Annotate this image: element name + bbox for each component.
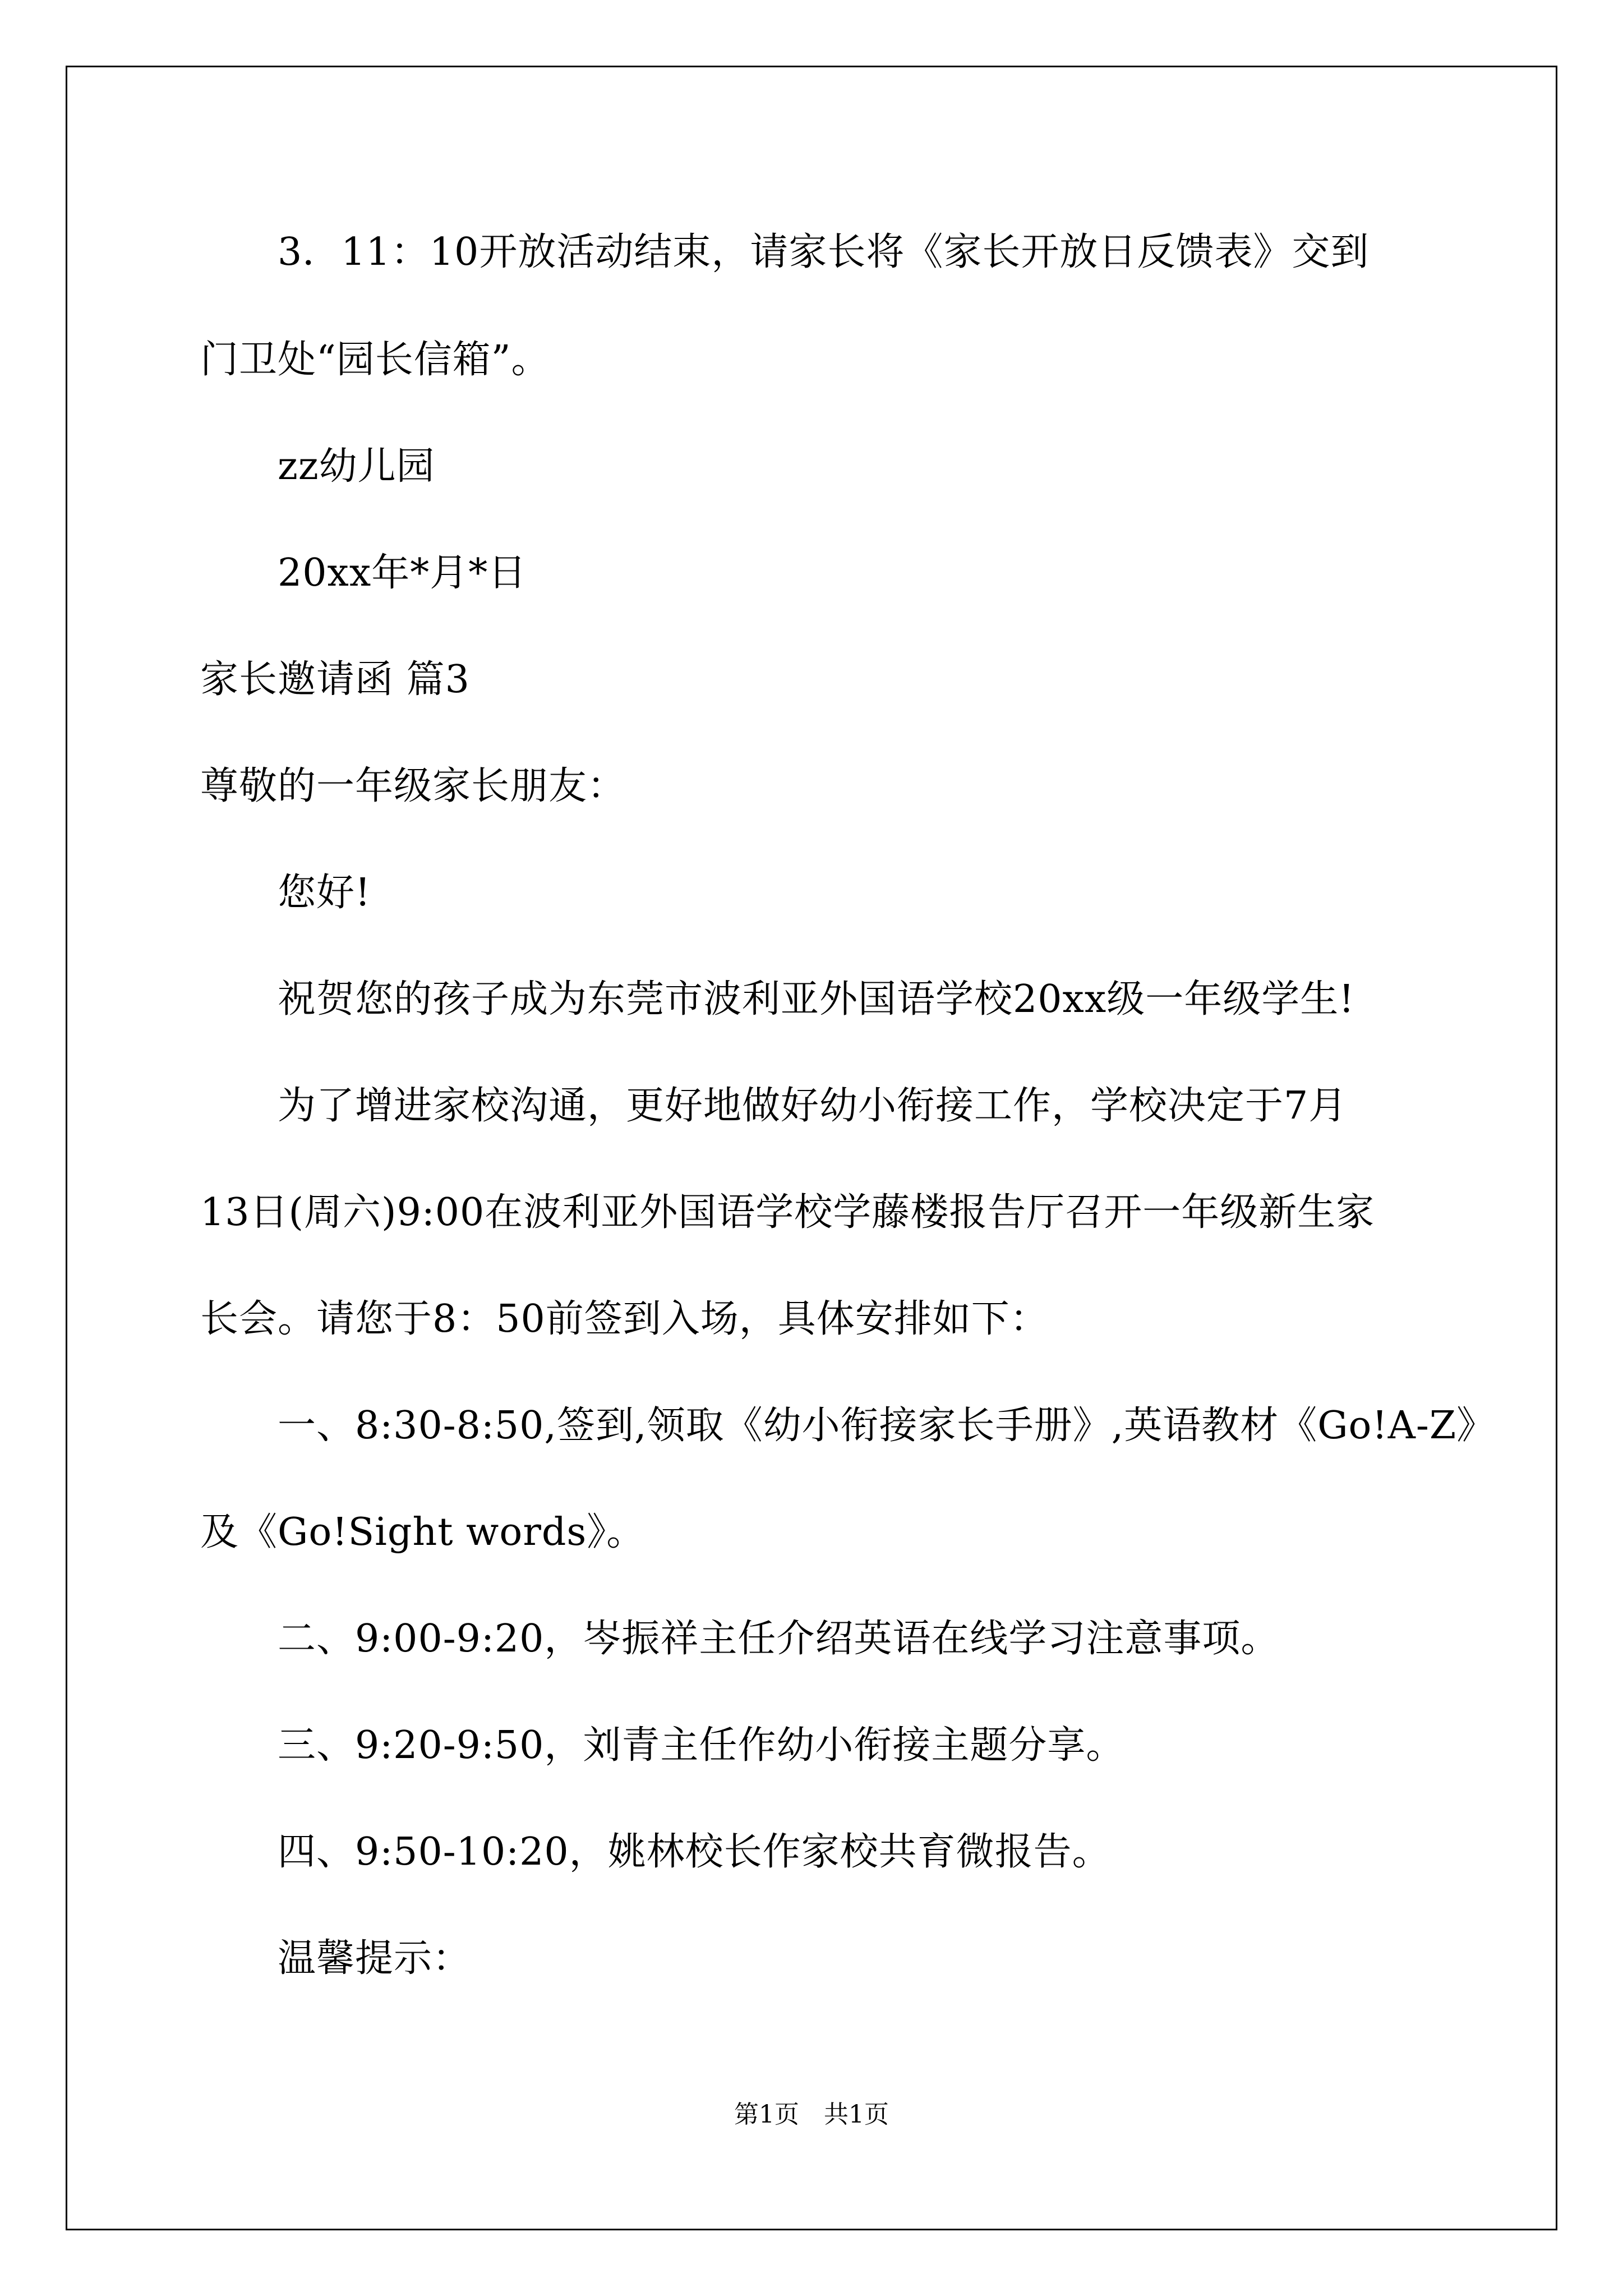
paragraph-line: 为了增进家校沟通，更好地做好幼小衔接工作，学校决定于7月: [278, 1084, 1348, 1128]
schedule-item-continued: 及《Go!Sight words》。: [200, 1510, 645, 1554]
schedule-item: 四、9:50-10:20，姚林校长作家校共育微报告。: [278, 1830, 1111, 1874]
salutation: 尊敬的一年级家长朋友：: [200, 764, 626, 808]
tips-heading: 温馨提示：: [278, 1936, 472, 1981]
section-heading: 家长邀请函 篇3: [200, 657, 470, 702]
paragraph-line: 长会。请您于8：50前签到入场，具体安排如下：: [200, 1297, 1049, 1341]
signature-org: zz幼儿园: [278, 444, 435, 489]
schedule-item: 一、8:30-8:50,签到,领取《幼小衔接家长手册》,英语教材《Go!A-Z》: [278, 1404, 1496, 1448]
paragraph-line: 门卫处“园长信箱”。: [200, 338, 550, 382]
greeting: 您好!: [278, 871, 371, 915]
page-border: [66, 66, 1557, 2230]
schedule-item: 二、9:00-9:20，岑振祥主任介绍英语在线学习注意事项。: [278, 1617, 1280, 1661]
paragraph-line: 祝贺您的孩子成为东莞市波利亚外国语学校20xx级一年级学生!: [278, 977, 1355, 1022]
schedule-item: 三、9:20-9:50，刘青主任作幼小衔接主题分享。: [278, 1723, 1125, 1768]
page-footer: 第1页 共1页: [734, 2100, 889, 2129]
paragraph-line: 13日(周六)9:00在波利亚外国语学校学藤楼报告厅召开一年级新生家: [200, 1190, 1375, 1235]
signature-date: 20xx年*月*日: [278, 551, 527, 595]
paragraph-line: 3．11：10开放活动结束，请家长将《家长开放日反馈表》交到: [278, 230, 1370, 274]
